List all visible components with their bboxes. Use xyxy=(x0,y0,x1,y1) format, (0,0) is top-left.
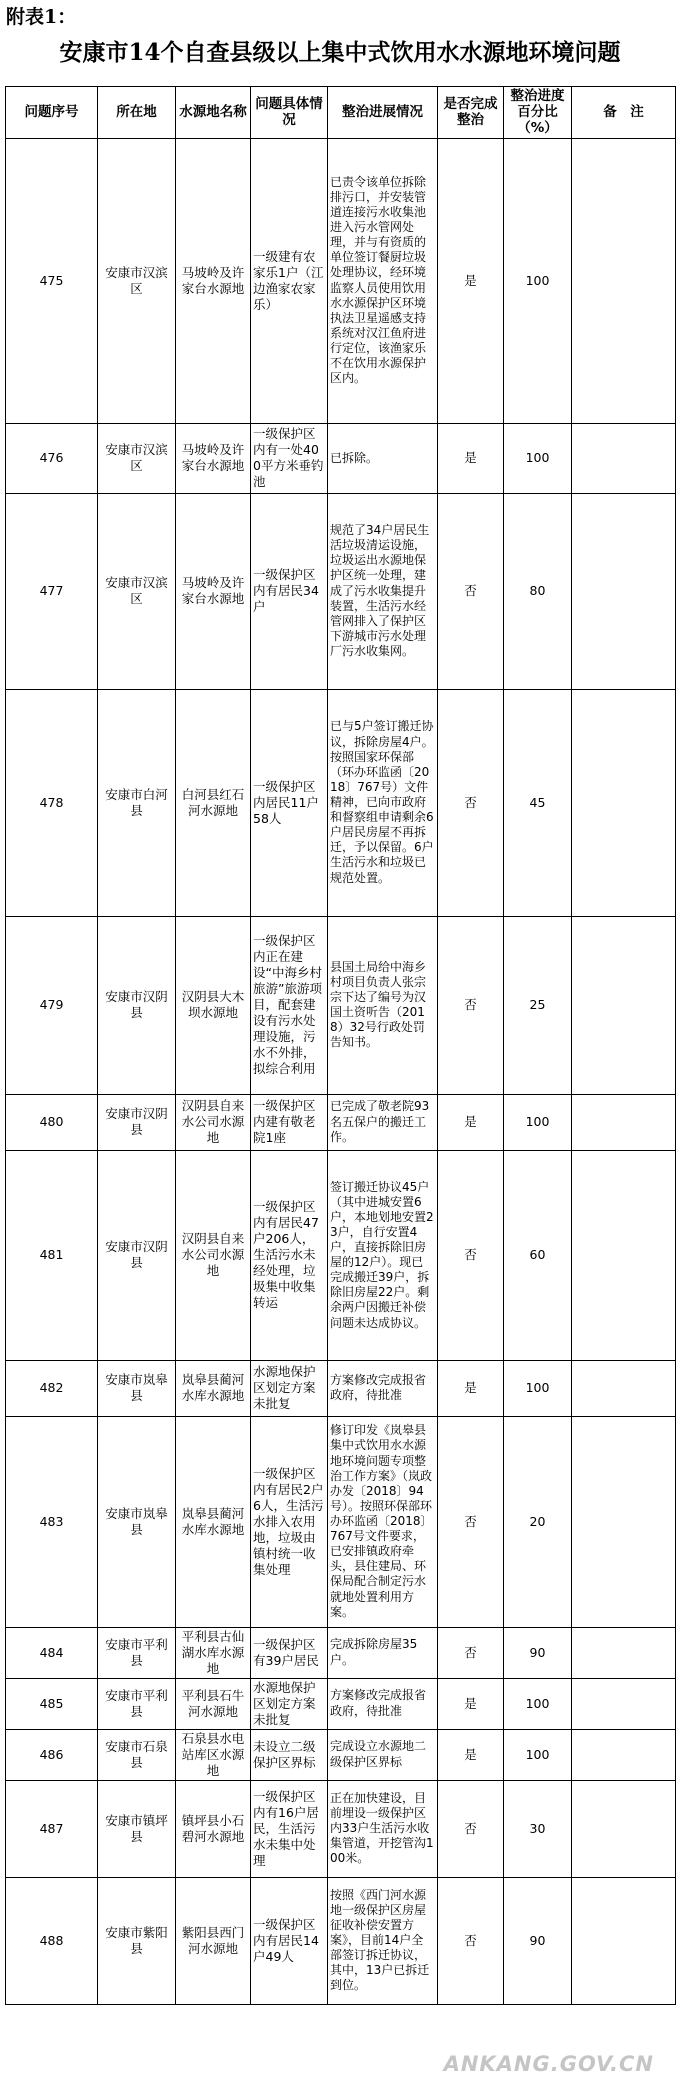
row-percent: 100 xyxy=(504,138,572,423)
row-remark xyxy=(572,1094,676,1150)
row-location: 安康市平利县 xyxy=(98,1627,176,1678)
row-done: 否 xyxy=(438,1877,504,2004)
header-done: 是否完成整治 xyxy=(438,87,504,139)
row-done: 是 xyxy=(438,1678,504,1729)
row-done: 是 xyxy=(438,1094,504,1150)
row-source: 平利县石牛河水源地 xyxy=(176,1678,251,1729)
row-source: 石泉县水电站库区水源地 xyxy=(176,1729,251,1780)
table-row xyxy=(6,1150,676,1360)
row-id: 483 xyxy=(6,1416,98,1627)
table-row xyxy=(6,1360,676,1416)
row-done: 是 xyxy=(438,1360,504,1416)
row-percent: 100 xyxy=(504,423,572,493)
row-location: 安康市汉阴县 xyxy=(98,916,176,1094)
row-remark xyxy=(572,1416,676,1627)
header-issue: 问题具体情况 xyxy=(251,87,328,139)
row-source: 镇坪县小石碧河水源地 xyxy=(176,1780,251,1877)
row-done: 是 xyxy=(438,423,504,493)
row-done: 否 xyxy=(438,1150,504,1360)
row-id: 477 xyxy=(6,493,98,689)
row-progress: 已责令该单位拆除排污口，并安装管道连接污水收集池进入污水管网处理，并与有资质的单位签订餐厨垃圾处理协议，经环境监察人员使用饮用水水源保护区环境执法卫星遥感支持系统对汉江鱼府进行定位，该渔家乐不在饮用水源保护区内。 xyxy=(328,138,438,423)
row-progress: 方案修改完成报省政府，待批准 xyxy=(328,1360,438,1416)
header-progress: 整治进展情况 xyxy=(328,87,438,139)
row-done: 否 xyxy=(438,1780,504,1877)
row-percent: 100 xyxy=(504,1360,572,1416)
row-location: 安康市汉滨区 xyxy=(98,423,176,493)
row-remark xyxy=(572,423,676,493)
row-progress: 完成设立水源地二级保护区界标 xyxy=(328,1729,438,1780)
row-done: 是 xyxy=(438,1729,504,1780)
row-location: 安康市岚皋县 xyxy=(98,1360,176,1416)
header-source: 水源地名称 xyxy=(176,87,251,139)
row-remark xyxy=(572,1729,676,1780)
row-location: 安康市紫阳县 xyxy=(98,1877,176,2004)
row-id: 485 xyxy=(6,1678,98,1729)
row-id: 481 xyxy=(6,1150,98,1360)
row-location: 安康市汉滨区 xyxy=(98,493,176,689)
row-location: 安康市汉阴县 xyxy=(98,1094,176,1150)
row-source: 平利县古仙湖水库水源地 xyxy=(176,1627,251,1678)
row-percent: 90 xyxy=(504,1627,572,1678)
row-id: 479 xyxy=(6,916,98,1094)
row-id: 475 xyxy=(6,138,98,423)
row-source: 白河县红石河水源地 xyxy=(176,689,251,916)
header-location: 所在地 xyxy=(98,87,176,139)
header-remark: 备 注 xyxy=(572,87,676,139)
row-source: 汉阴县大木坝水源地 xyxy=(176,916,251,1094)
row-id: 478 xyxy=(6,689,98,916)
row-done: 是 xyxy=(438,138,504,423)
row-progress: 方案修改完成报省政府，待批准 xyxy=(328,1678,438,1729)
row-percent: 30 xyxy=(504,1780,572,1877)
row-location: 安康市汉滨区 xyxy=(98,138,176,423)
row-remark xyxy=(572,1627,676,1678)
table-row xyxy=(6,1729,676,1780)
row-id: 476 xyxy=(6,423,98,493)
table-row xyxy=(6,1094,676,1150)
row-issue: 水源地保护区划定方案未批复 xyxy=(251,1678,328,1729)
row-issue: 一级保护区内有一处400平方米垂钓池 xyxy=(251,423,328,493)
row-id: 486 xyxy=(6,1729,98,1780)
row-percent: 100 xyxy=(504,1729,572,1780)
row-progress: 县国土局给中海乡村项目负责人张宗宗下达了编号为汉国土资听告（2018）32号行政处罚告知书。 xyxy=(328,916,438,1094)
row-id: 488 xyxy=(6,1877,98,2004)
row-remark xyxy=(572,916,676,1094)
row-source: 岚皋县蔺河水库水源地 xyxy=(176,1360,251,1416)
site-watermark: ANKANG.GOV.CN xyxy=(443,2052,654,2076)
row-remark xyxy=(572,689,676,916)
row-progress: 正在加快建设，目前埋设一级保护区内33户生活污水收集管道，开挖管沟100米。 xyxy=(328,1780,438,1877)
document-title: 安康市14个自查县级以上集中式饮用水水源地环境问题 xyxy=(59,39,621,66)
row-issue: 一级保护区内正在建设“中海乡村旅游”旅游项目，配套建设有污水处理设施，污水不外排，拟综合利用 xyxy=(251,916,328,1094)
row-source: 马坡岭及许家台水源地 xyxy=(176,493,251,689)
header-id: 问题序号 xyxy=(6,87,98,139)
row-location: 安康市岚皋县 xyxy=(98,1416,176,1627)
row-issue: 一级建有农家乐1户（江边渔家农家乐） xyxy=(251,138,328,423)
row-issue: 一级保护区内有16户居民，生活污水未集中处理 xyxy=(251,1780,328,1877)
row-remark xyxy=(572,1780,676,1877)
row-id: 480 xyxy=(6,1094,98,1150)
row-source: 马坡岭及许家台水源地 xyxy=(176,423,251,493)
row-location: 安康市石泉县 xyxy=(98,1729,176,1780)
row-progress: 已与5户签订搬迁协议，拆除房屋4户。按照国家环保部（环办环监函〔2018〕767号）文件精神，已向市政府和督察组申请剩余6户居民房屋不再拆迁，予以保留。6户生活污水和垃圾已规范处置。 xyxy=(328,689,438,916)
table-row xyxy=(6,493,676,689)
row-issue: 一级保护区内有居民2户6人，生活污水排入农用地，垃圾由镇村统一收集处理 xyxy=(251,1416,328,1627)
row-issue: 一级保护区内居民11户58人 xyxy=(251,689,328,916)
row-location: 安康市平利县 xyxy=(98,1678,176,1729)
row-done: 否 xyxy=(438,689,504,916)
row-source: 岚皋县蔺河水库水源地 xyxy=(176,1416,251,1627)
row-progress: 已完成了敬老院93名五保户的搬迁工作。 xyxy=(328,1094,438,1150)
row-issue: 一级保护区内建有敬老院1座 xyxy=(251,1094,328,1150)
table-row xyxy=(6,916,676,1094)
row-remark xyxy=(572,1360,676,1416)
row-remark xyxy=(572,1678,676,1729)
row-done: 否 xyxy=(438,916,504,1094)
row-remark xyxy=(572,138,676,423)
row-progress: 完成拆除房屋35户。 xyxy=(328,1627,438,1678)
row-percent: 25 xyxy=(504,916,572,1094)
row-progress: 按照《西门河水源地一级保护区房屋征收补偿安置方案》，目前14户全部签订拆迁协议，其中，13户已拆迁到位。 xyxy=(328,1877,438,2004)
row-percent: 60 xyxy=(504,1150,572,1360)
row-id: 484 xyxy=(6,1627,98,1678)
row-remark xyxy=(572,493,676,689)
table-row xyxy=(6,138,676,423)
row-progress: 规范了34户居民生活垃圾清运设施，垃圾运出水源地保护区统一处理，建成了污水收集提升装置，生活污水经管网排入了保护区下游城市污水处理厂污水收集网。 xyxy=(328,493,438,689)
table-row xyxy=(6,1416,676,1627)
row-issue: 一级保护区内有居民34户 xyxy=(251,493,328,689)
table-row xyxy=(6,1678,676,1729)
table-header-row xyxy=(6,87,676,139)
row-source: 马坡岭及许家台水源地 xyxy=(176,138,251,423)
table-row xyxy=(6,1780,676,1877)
row-location: 安康市汉阴县 xyxy=(98,1150,176,1360)
row-done: 否 xyxy=(438,1416,504,1627)
row-location: 安康市白河县 xyxy=(98,689,176,916)
row-percent: 90 xyxy=(504,1877,572,2004)
row-issue: 水源地保护区划定方案未批复 xyxy=(251,1360,328,1416)
header-percent: 整治进度百分比（%） xyxy=(504,87,572,139)
row-id: 482 xyxy=(6,1360,98,1416)
row-percent: 100 xyxy=(504,1094,572,1150)
row-issue: 未设立二级保护区界标 xyxy=(251,1729,328,1780)
row-source: 汉阴县自来水公司水源地 xyxy=(176,1094,251,1150)
row-percent: 20 xyxy=(504,1416,572,1627)
row-progress: 修订印发《岚皋县集中式饮用水水源地环境问题专项整治工作方案》（岚政办发〔2018〕94号）。按照环保部环办环监函〔2018〕767号文件要求，已安排镇政府牵头，县住建局、环保局配合制定污水就地处置利用方案。 xyxy=(328,1416,438,1627)
row-remark xyxy=(572,1150,676,1360)
row-percent: 80 xyxy=(504,493,572,689)
row-source: 紫阳县西门河水源地 xyxy=(176,1877,251,2004)
row-issue: 一级保护区内有居民47户206人，生活污水未经处理，垃圾集中收集转运 xyxy=(251,1150,328,1360)
row-percent: 45 xyxy=(504,689,572,916)
row-progress: 签订搬迁协议45户（其中进城安置6户，本地划地安置23户，自行安置4户，直接拆除旧房屋的12户）。现已完成搬迁39户，拆除旧房屋22户。剩余两户因搬迁补偿问题未达成协议。 xyxy=(328,1150,438,1360)
row-issue: 一级保护区有39户居民 xyxy=(251,1627,328,1678)
table-row xyxy=(6,689,676,916)
row-id: 487 xyxy=(6,1780,98,1877)
row-remark xyxy=(572,1877,676,2004)
table-row xyxy=(6,1877,676,2004)
table-row xyxy=(6,1627,676,1678)
table-row xyxy=(6,423,676,493)
row-progress: 已拆除。 xyxy=(328,423,438,493)
issues-table xyxy=(5,86,676,2005)
row-percent: 100 xyxy=(504,1678,572,1729)
row-issue: 一级保护区内有居民14户49人 xyxy=(251,1877,328,2004)
row-done: 否 xyxy=(438,493,504,689)
row-done: 否 xyxy=(438,1627,504,1678)
annex-label: 附表1： xyxy=(6,6,77,28)
row-source: 汉阴县自来水公司水源地 xyxy=(176,1150,251,1360)
row-location: 安康市镇坪县 xyxy=(98,1780,176,1877)
